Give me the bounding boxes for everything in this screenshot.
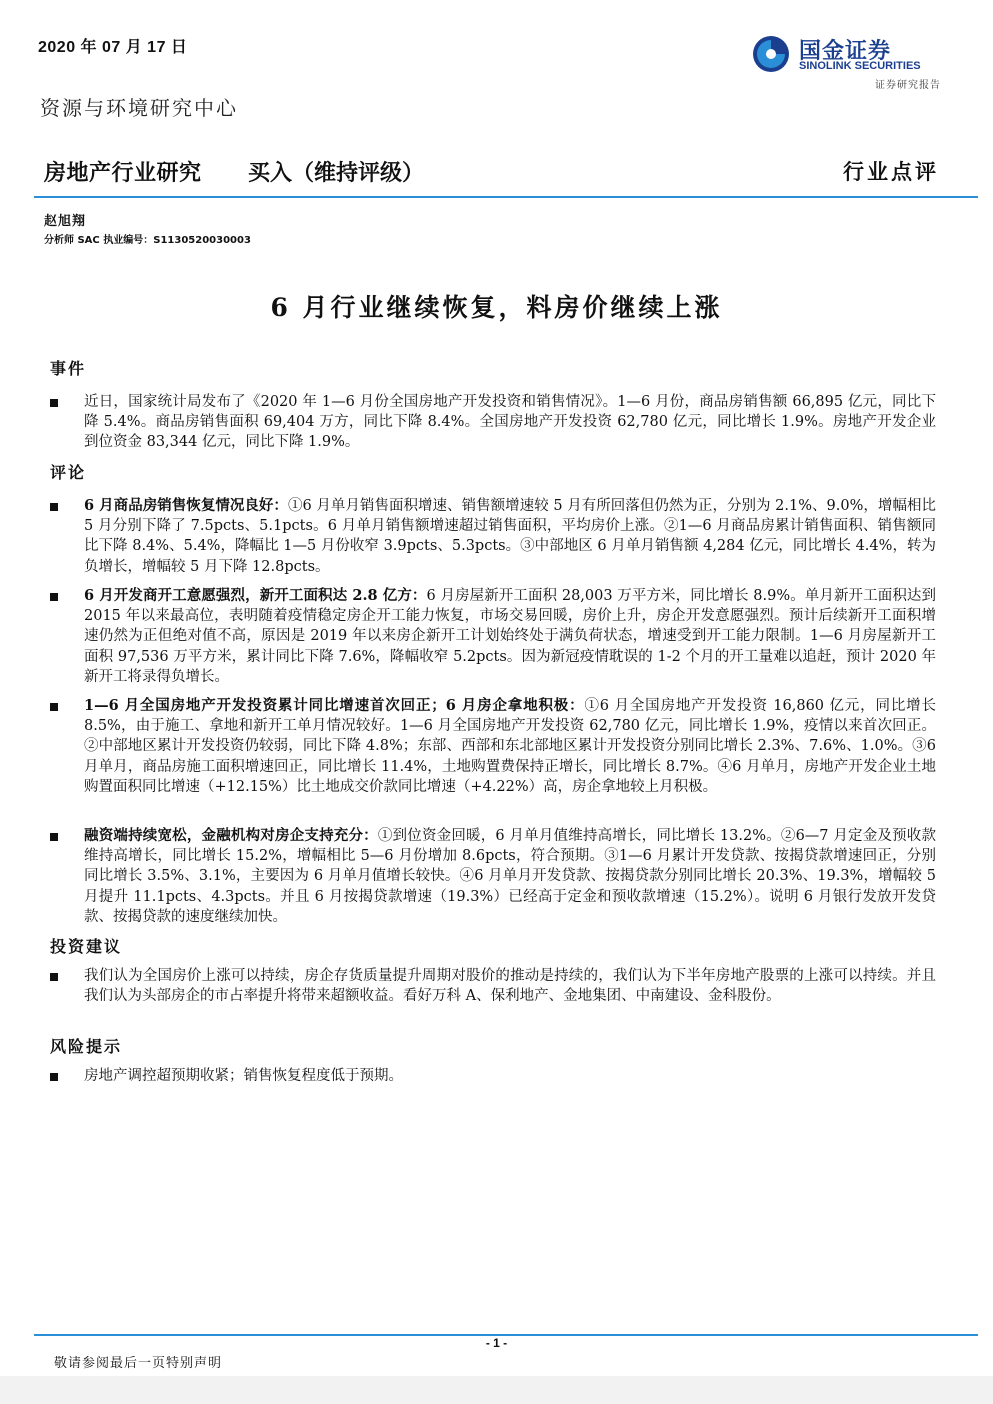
report-title: 6 月行业继续恢复，料房价继续上涨 xyxy=(270,293,723,322)
paragraph-lead: 1—6 月全国房地产开发投资累计同比增速首次回正；6 月房企拿地积极： xyxy=(84,697,585,714)
list-item xyxy=(50,1066,936,1086)
square-bullet-icon xyxy=(50,1073,58,1081)
paragraph-text xyxy=(84,826,936,927)
logo-name-en: SINOLINK SECURITIES xyxy=(799,60,921,72)
list-item xyxy=(50,392,936,453)
section-heading-event: 事件 xyxy=(50,359,87,378)
paragraph-body: ①6 月全国房地产开发投资 16,860 亿元，同比增长 8.5%，由于施工、拿地和新开工单月情况较好。1—6 月全国房地产开发投资 62,780 亿元，同比增长 1.9%，疫情以来首次回正。②中部地区累计开发投资仍较弱，同比下降 4.8%；东部、西部和东北部地区累计开发投资分别同比增长 2.3%、7.6%、1.0%。③6 月单月，商品房施工面积增速回正，同比增长 11.4%，土地购置费保持正增长，同比增长 8.7%。④6 月单月，房地产开发企业土地购置面积同比增速（+12.15%）比土地成交价款同比增速（+4.22%）高，房企拿地较上月积极。 xyxy=(84,698,936,795)
paragraph-text xyxy=(84,586,936,687)
section-heading-advice: 投资建议 xyxy=(50,937,123,956)
paragraph-body: ①6 月单月销售面积增速、销售额增速较 5 月有所回落但仍然为正，分别为 2.1%、9.0%，增幅相比 5 月分别下降了 7.5pcts、5.1pcts。6 月单月销售额增速超过销售面积，平均房价上涨。②1—6 月商品房累计销售面积、销售额同比下降 8.4%、5.4%，降幅比 1—5 月份收窄 3.9pcts、5.3pcts。③中部地区 6 月单月销售额 4,284 亿元，同比增长 4.4%，转为负增长，增幅较 5 月下降 12.8pcts。 xyxy=(84,498,937,575)
list-item xyxy=(50,966,936,1006)
list-item xyxy=(50,586,936,687)
rating-label: 买入（维持评级） xyxy=(248,161,425,186)
report-date: 2020 年 07 月 17 日 xyxy=(38,39,188,56)
header-divider xyxy=(34,196,978,198)
industry-label: 房地产行业研究 xyxy=(44,161,202,186)
section-heading-risk: 风险提示 xyxy=(50,1037,123,1056)
page-number: - 1 - xyxy=(485,1336,508,1350)
paragraph-lead: 融资端持续宽松，金融机构对房企支持充分： xyxy=(84,827,378,844)
analyst-sac-number: 分析师 SAC 执业编号：S1130520030003 xyxy=(44,235,251,246)
square-bullet-icon xyxy=(50,703,58,711)
paragraph-text xyxy=(84,696,936,797)
section-heading-comment: 评论 xyxy=(50,463,87,482)
paragraph-body: 6 月房屋新开工面积 28,003 万平方米，同比增长 8.9%。单月新开工面积达到 2015 年以来最高位，表明随着疫情稳定房企开工能力恢复，市场交易回暖，房价上升，房企开发意愿强烈。预计后续新开工面积增速仍然为正但绝对值不高，原因是 2019 年以来房企新开工计划始终处于满负荷状态，增速受到开工能力限制。1—6 月房屋新开工面积 97,536 万平方米，累计同比下降 7.6%，降幅收窄 5.2pcts。因为新冠疫情耽误的 1-2 个月的开工量难以追赶，预计 2020 年新开工将录得负增长。 xyxy=(84,588,937,685)
square-bullet-icon xyxy=(50,833,58,841)
company-logo xyxy=(751,32,941,76)
paragraph-text: 我们认为全国房价上涨可以持续，房企存货质量提升周期对股价的推动是持续的，我们认为下半年房地产股票的上涨可以持续。并且我们认为头部房企的市占率提升将带来超额收益。看好万科 A、保利地产、金地集团、中南建设、金科股份。 xyxy=(84,968,936,1005)
paragraph-text xyxy=(84,496,936,577)
paragraph-lead: 6 月商品房销售恢复情况良好： xyxy=(84,497,288,514)
report-tagline: 证券研究报告 xyxy=(875,80,941,91)
logo-name-cn: 国金证券 xyxy=(799,39,892,64)
list-item xyxy=(50,496,936,577)
paragraph-text: 房地产调控超预期收紧；销售恢复程度低于预期。 xyxy=(84,1068,403,1084)
square-bullet-icon xyxy=(50,399,58,407)
report-type: 行业点评 xyxy=(843,159,939,184)
list-item xyxy=(50,696,936,797)
paragraph-lead: 6 月开发商开工意愿强烈，新开工面积达 2.8 亿方： xyxy=(84,587,427,604)
square-bullet-icon xyxy=(50,593,58,601)
paragraph-text: 近日，国家统计局发布了《2020 年 1—6 月份全国房地产开发投资和销售情况》。1—6 月份，商品房销售额 66,895 亿元，同比下降 5.4%。商品房销售面积 69,404 万方，同比下降 8.4%。全国房地产开发投资 62,780 亿元，同比增长 1.9%。房地产开发企业到位资金 83,344 亿元，同比下降 1.9%。 xyxy=(84,394,936,451)
footer-band xyxy=(0,1376,993,1404)
sinolink-logo-icon xyxy=(751,34,791,74)
list-item xyxy=(50,826,936,927)
analyst-name: 赵旭翔 xyxy=(44,214,87,229)
paragraph-body: ①到位资金回暖，6 月单月值维持高增长，同比增长 13.2%。②6—7 月定金及预收款维持高增长，同比增长 15.2%，增幅相比 5—6 月份增加 8.6pcts，符合预期。③1—6 月累计开发贷款、按揭贷款增速回正，分别同比增长 3.5%、3.1%，主要因为 6 月单月值增长较快。④6 月单月开发贷款、按揭贷款分别同比增长 20.3%、19.3%，增幅较 5 月提升 11.1pcts、4.3pcts。并且 6 月按揭贷款增速（19.3%）已经高于定金和预收款增速（15.2%）。说明 6 月银行发放开发贷款、按揭贷款的速度继续加快。 xyxy=(84,828,936,925)
research-center: 资源与环境研究中心 xyxy=(40,96,238,120)
footer-disclaimer: 敬请参阅最后一页特别声明 xyxy=(54,1356,223,1371)
square-bullet-icon xyxy=(50,973,58,981)
square-bullet-icon xyxy=(50,503,58,511)
